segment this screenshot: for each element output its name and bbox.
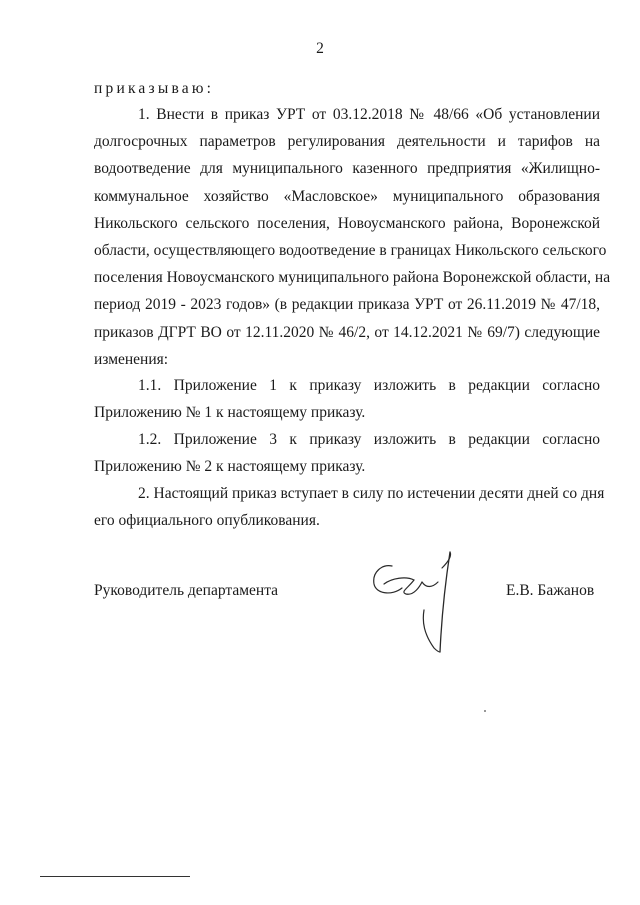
order-heading: приказываю:: [94, 80, 215, 97]
paragraph-1: [94, 101, 611, 373]
paragraph-line: поселения Новоусманского муниципального района Воронежской области, на: [94, 269, 611, 287]
paragraph-line: коммунальное хозяйство «Масловское» муниципального образования: [94, 187, 600, 205]
footer-rule: [40, 876, 190, 877]
paragraph-line: Приложению № 2 к настоящему приказу.: [94, 458, 366, 476]
paragraph-line: области, осуществляющего водоотведение в границах Никольского сельского: [94, 241, 607, 259]
paragraph-line: его официального опубликования.: [94, 512, 320, 530]
paragraph-line: долгосрочных параметров регулирования деятельности и тарифов на: [94, 133, 600, 151]
page-number: 2: [316, 40, 324, 57]
paragraph-line: водоотведение для муниципального казенного предприятия «Жилищно-: [94, 160, 600, 178]
paragraph-1-1: [94, 372, 600, 426]
scan-speck: [484, 710, 486, 712]
paragraph-line: 1.1. Приложение 1 к приказу изложить в редакции согласно: [138, 377, 600, 394]
paragraph-line: 1. Внести в приказ УРТ от 03.12.2018 № 48/66 «Об установлении: [138, 106, 600, 123]
paragraph-line: изменения:: [94, 350, 169, 368]
signer-role: Руководитель департамента: [94, 582, 279, 599]
handwritten-signature: [362, 548, 462, 658]
paragraph-line: период 2019 - 2023 годов» (в редакции приказа УРТ от 26.11.2019 № 47/18,: [94, 296, 600, 314]
paragraph-line: 2. Настоящий приказ вступает в силу по истечении десяти дней со дня: [138, 485, 605, 502]
paragraph-line: приказов ДГРТ ВО от 12.11.2020 № 46/2, от 14.12.2021 № 69/7) следующие: [94, 323, 600, 341]
signer-name: Е.В. Бажанов: [506, 582, 595, 599]
paragraph-line: Приложению № 1 к настоящему приказу.: [94, 404, 366, 422]
paragraph-2: [94, 480, 605, 534]
paragraph-line: 1.2. Приложение 3 к приказу изложить в редакции согласно: [138, 431, 600, 448]
paragraph-1-2: [94, 426, 600, 480]
paragraph-line: Никольского сельского поселения, Новоусманского района, Воронежской: [94, 214, 600, 232]
